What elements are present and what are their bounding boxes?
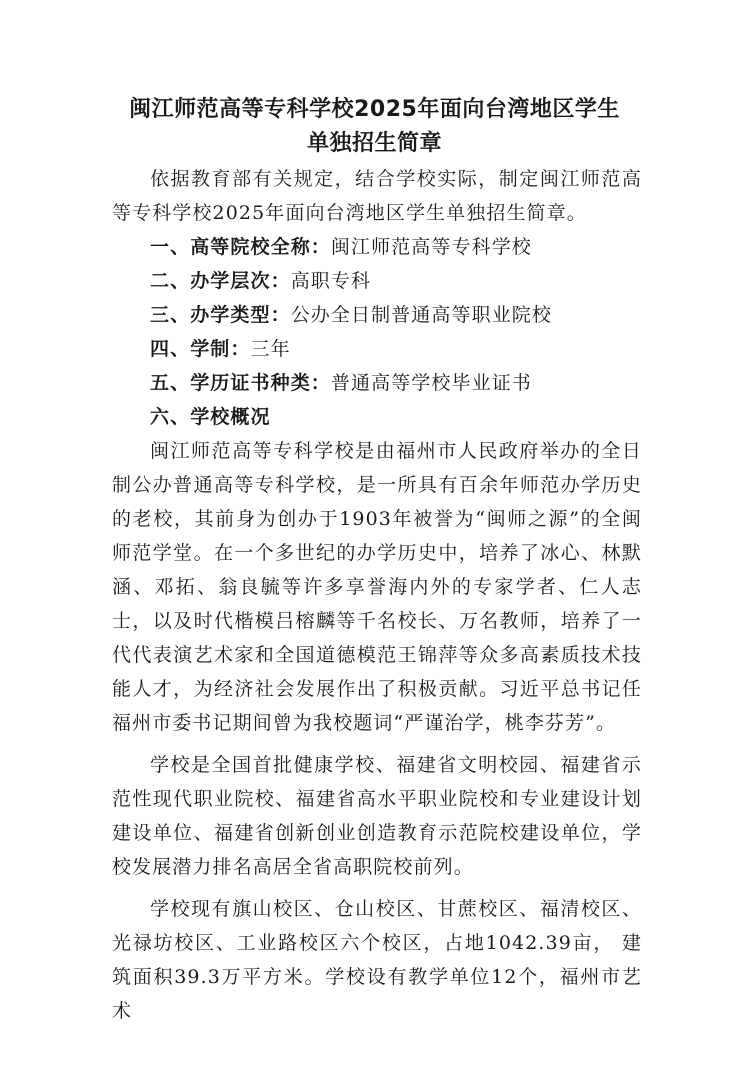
item-label: 二、办学层次： bbox=[150, 270, 291, 292]
overview-paragraph-history: 闽江师范高等专科学校是由福州市人民政府举办的全日制公办普通高等专科学校，是一所具有百余年师范办学历史的老校，其前身为创办于1903年被誉为“闽师之源”的全闽师范学堂。在一个多世纪的办学历史中，培养了冰心、林默涵、邓拓、翁良毓等许多享誉海内外的专家学者、仁人志士，以及时代楷模吕榕麟等千名校长、万名教师，培养了一代代表演艺术家和全国道德模范王锦萍等众多高素质技术技能人才，为经济社会发展作出了积极贡献。习近平总书记任福州市委书记期间曾为我校题词“严谨治学，桃李芬芳”。 bbox=[112, 440, 642, 734]
document-title-line-1: 闽江师范高等专科学校2025年面向台湾地区学生 bbox=[129, 97, 620, 122]
intro-paragraph: 依据教育部有关规定，结合学校实际，制定闽江师范高等专科学校2025年面向台湾地区学生单独招生简章。 bbox=[112, 168, 642, 224]
item-duration bbox=[112, 332, 642, 366]
item-certificate-type bbox=[112, 366, 642, 400]
document-title-line-2: 单独招生简章 bbox=[306, 131, 442, 156]
item-label: 六、学校概况 bbox=[150, 406, 271, 428]
item-value: 高职专科 bbox=[290, 270, 372, 292]
item-label: 三、办学类型： bbox=[150, 304, 291, 326]
item-value: 普通高等学校毕业证书 bbox=[330, 372, 532, 394]
item-label: 五、学历证书种类： bbox=[150, 372, 331, 394]
item-value: 闽江师范高等专科学校 bbox=[330, 236, 532, 258]
item-school-overview bbox=[112, 400, 642, 434]
document-body bbox=[112, 162, 642, 1028]
item-value: 公办全日制普通高等职业院校 bbox=[290, 304, 553, 326]
item-school-type bbox=[112, 298, 642, 332]
item-label: 一、高等院校全称： bbox=[150, 236, 331, 258]
overview-paragraph-honors: 学校是全国首批健康学校、福建省文明校园、福建省示范性现代职业院校、福建省高水平职业院校和专业建设计划建设单位、福建省创新创业创造教育示范院校建设单位，学校发展潜力排名高居全省高职院校前列。 bbox=[112, 754, 642, 878]
item-education-level bbox=[112, 264, 642, 298]
item-value: 三年 bbox=[250, 338, 291, 360]
item-label: 四、学制： bbox=[150, 338, 251, 360]
overview-paragraph-campuses: 学校现有旗山校区、仓山校区、甘蔗校区、福清校区、光禄坊校区、工业路校区六个校区，占地1042.39亩， 建筑面积39.3万平方米。学校设有教学单位12个，福州市艺术 bbox=[112, 898, 642, 1022]
item-school-name bbox=[112, 230, 642, 264]
